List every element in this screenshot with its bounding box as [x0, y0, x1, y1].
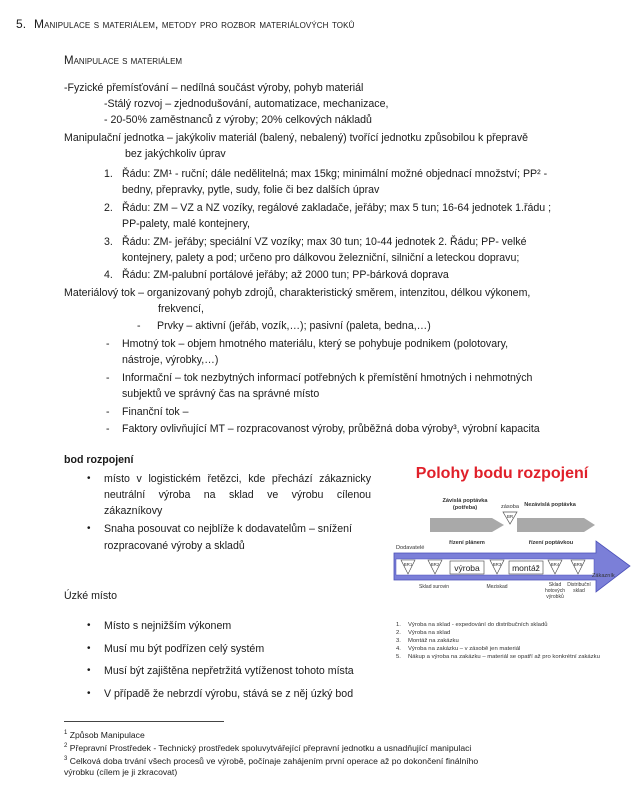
unit-line-1: Manipulační jednotka – jakýkoliv materiál (balený, nebalený) tvořící jednotku způsobilou k přepravě — [64, 132, 529, 144]
flow-sub-dash: - — [137, 320, 141, 332]
demand-control-label: řízení poptávkou — [528, 540, 574, 546]
legend-num-3: 3. — [396, 638, 401, 644]
order-1-line-1: Řádu: ZM¹ - ruční; dále nedělitelná; max 15kg; minimální možné objednací množství; PP² - — [122, 168, 548, 180]
legend-item-3: Montáž na zakázku — [408, 638, 459, 644]
bottleneck-item-1: Místo s nejnižším výkonem — [104, 620, 232, 632]
production-box-label: výroba — [454, 563, 480, 573]
bottleneck-title: Úzké místo — [64, 590, 117, 602]
bullet-icon: • — [87, 665, 91, 676]
flow-item-2-dash: - — [106, 372, 110, 384]
order-2-num: 2. — [104, 202, 113, 214]
flow-item-2-line-2: subjektů ve správný čas na správné místo — [122, 388, 320, 400]
order-3-line-1: Řádu: ZM- jeřáby; speciální VZ vozíky; max 30 tun; 10-44 jednotek 2. Řádu; PP- velké — [122, 236, 527, 248]
plan-control-label: řízení plánem — [449, 540, 485, 546]
footnote-3: $^3$ Celková doba trvání všech procesů ve výrobě, počínaje zahájením první operace až po dokončení finálního — [64, 755, 479, 766]
bullet-icon: • — [87, 523, 91, 534]
diagram-title: Polohy bodu rozpojení — [415, 465, 589, 482]
stock-marker-label: BR — [506, 514, 514, 519]
legend-num-5: 5. — [396, 654, 401, 660]
dependent-demand-label-2: (potřeba) — [452, 505, 478, 511]
decoupling-b1-line-3: zákazníkovy — [104, 505, 163, 517]
legend-item-1: Výroba na sklad - expedování do distribučních skladů — [408, 622, 548, 628]
bullet-icon: • — [87, 643, 91, 654]
bullet-icon: • — [87, 688, 91, 699]
dependent-demand-arrow — [430, 518, 504, 532]
customer-label: Zákazník — [592, 573, 615, 579]
decoupling-title: bod rozpojení — [64, 454, 134, 466]
bottleneck-item-2: Musí mu být podřízen celý systém — [104, 643, 265, 655]
dependent-demand-label: Závislá poptávka — [442, 498, 488, 504]
intro-line-1: -Fyzické přemísťování – nedílná součást výroby, pohyb materiál — [64, 82, 364, 94]
order-4-line-1: Řádu: ZM-palubní portálové jeřáby; až 2000 tun; PP-bárková doprava — [122, 269, 449, 281]
decoupling-b1-line-2: neutrální výroba na sklad ve výrobu cílenou — [104, 489, 371, 501]
independent-demand-arrow — [517, 518, 595, 532]
intro-line-3: - 20-50% zaměstnanců z výroby; 20% celkových nákladů — [104, 114, 372, 126]
legend-item-5: Nákup a výroba na zakázku – materiál se opatří až pro konkrétní zakázku — [408, 654, 600, 660]
legend-num-4: 4. — [396, 646, 401, 652]
order-2-line-1: Řádu: ZM – VZ a NZ vozíky, regálové zakladače, jeřáby; max 5 tun; 16-64 jednotek 1.řádu ; — [122, 202, 552, 214]
bullet-icon: • — [87, 620, 91, 631]
bottleneck-item-4: V případě že nebrzdí výrobu, stává se z něj úzký bod — [104, 688, 354, 700]
svg-text:BR2: BR2 — [430, 562, 440, 567]
distribution-store-label-2: sklad — [573, 588, 585, 594]
flow-sub: Prvky – aktivní (jeřáb, vozík,…); pasivní (paleta, bedna,…) — [157, 320, 431, 332]
decoupling-b2-line-1: Snaha posouvat co nejblíže k dodavatelům – snížení — [104, 523, 352, 535]
footnote-separator — [64, 721, 224, 722]
raw-material-store-label: Sklad surovin — [418, 584, 450, 590]
flow-line-1: Materiálový tok – organizovaný pohyb zdrojů, charakteristický směrem, intenzitou, délkou výkonem, — [64, 287, 531, 299]
svg-text:BR5: BR5 — [573, 562, 583, 567]
unit-line-2: bez jakýchkoliv úprav — [125, 148, 226, 160]
intermediate-store-label: Meziskad — [486, 584, 508, 590]
order-1-line-2: bedny, přepravky, pytle, sudy, folie či bez dalších úprav — [122, 184, 380, 196]
flow-item-1-dash: - — [106, 338, 110, 350]
footnote-3-line-2: výrobku (cílem je ji zkracovat) — [64, 767, 178, 777]
flow-item-4-dash: - — [106, 423, 110, 435]
legend-num-2: 2. — [396, 630, 401, 636]
flow-item-1-line-2: nástroje, výrobky,…) — [122, 354, 219, 366]
bottleneck-item-3: Musí být zajištěna nepřetržitá vytíženost tohoto místa — [104, 665, 354, 677]
section-title: Manipulace s materiálem, metody pro rozbor materiálových toků — [34, 17, 355, 31]
intro-line-2: -Stálý rozvoj – zjednodušování, automatizace, mechanizace, — [104, 98, 389, 110]
order-1-num: 1. — [104, 168, 113, 180]
svg-text:BR4: BR4 — [550, 562, 560, 567]
svg-text:BR3: BR3 — [492, 562, 502, 567]
footnote-1: $^1$ Způsob Manipulace — [64, 729, 145, 740]
svg-text:BR1: BR1 — [403, 562, 413, 567]
legend-item-2: Výroba na sklad — [408, 630, 451, 636]
flow-item-1-line-1: Hmotný tok – objem hmotného materiálu, který se pohybuje podnikem (polotovary, — [122, 338, 509, 350]
order-3-num: 3. — [104, 236, 113, 248]
flow-item-2-line-1: Informační – tok nezbytných informací potřebných k přemístění hmotných i nehmotných — [122, 372, 533, 384]
footnote-2: $^2$ Přepravní Prostředek - Technický prostředek spoluvytvářející přepravní jednotku a usnadňující manipulaci — [64, 742, 472, 753]
legend-num-1: 1. — [396, 622, 401, 628]
flow-line-2: frekvencí, — [158, 303, 204, 315]
flow-item-4-line-1: Faktory ovlivňující MT – rozpracovanost výroby, průběžná doba výroby³, výrobní kapacita — [122, 423, 540, 435]
order-4-num: 4. — [104, 269, 113, 281]
independent-demand-label: Nezávislá poptávka — [524, 502, 576, 508]
decoupling-b1-line-1: místo v logistickém řetězci, kde přechází zákaznicky — [104, 473, 371, 485]
subheading: Manipulace s materiálem — [64, 55, 183, 67]
finished-store-label-3: výrobků — [546, 594, 564, 600]
finished-store-label-1: Sklad — [548, 582, 562, 588]
flow-item-3-line-1: Finanční tok – — [122, 406, 189, 418]
legend-item-4: Výroba na zakázku – v zásobě jen materiál — [408, 646, 521, 652]
flow-item-3-dash: - — [106, 406, 110, 418]
order-3-line-2: kontejnery, palety a pod; určeno pro dálkovou železniční, silniční a leteckou dopravu; — [122, 252, 520, 264]
order-2-line-2: PP-palety, malé kontejnery, — [122, 218, 250, 230]
distribution-store-label-1: Distribuční — [567, 582, 591, 588]
bullet-icon: • — [87, 473, 91, 484]
assembly-box-label: montáž — [512, 563, 540, 573]
section-number: 5. — [16, 17, 27, 31]
decoupling-b2-line-2: rozpracované výroby a skladů — [104, 540, 245, 552]
supplier-label: Dodavatelé — [396, 545, 425, 551]
finished-store-label-2: hotových — [544, 588, 566, 594]
stock-label: zásoba — [500, 504, 520, 510]
